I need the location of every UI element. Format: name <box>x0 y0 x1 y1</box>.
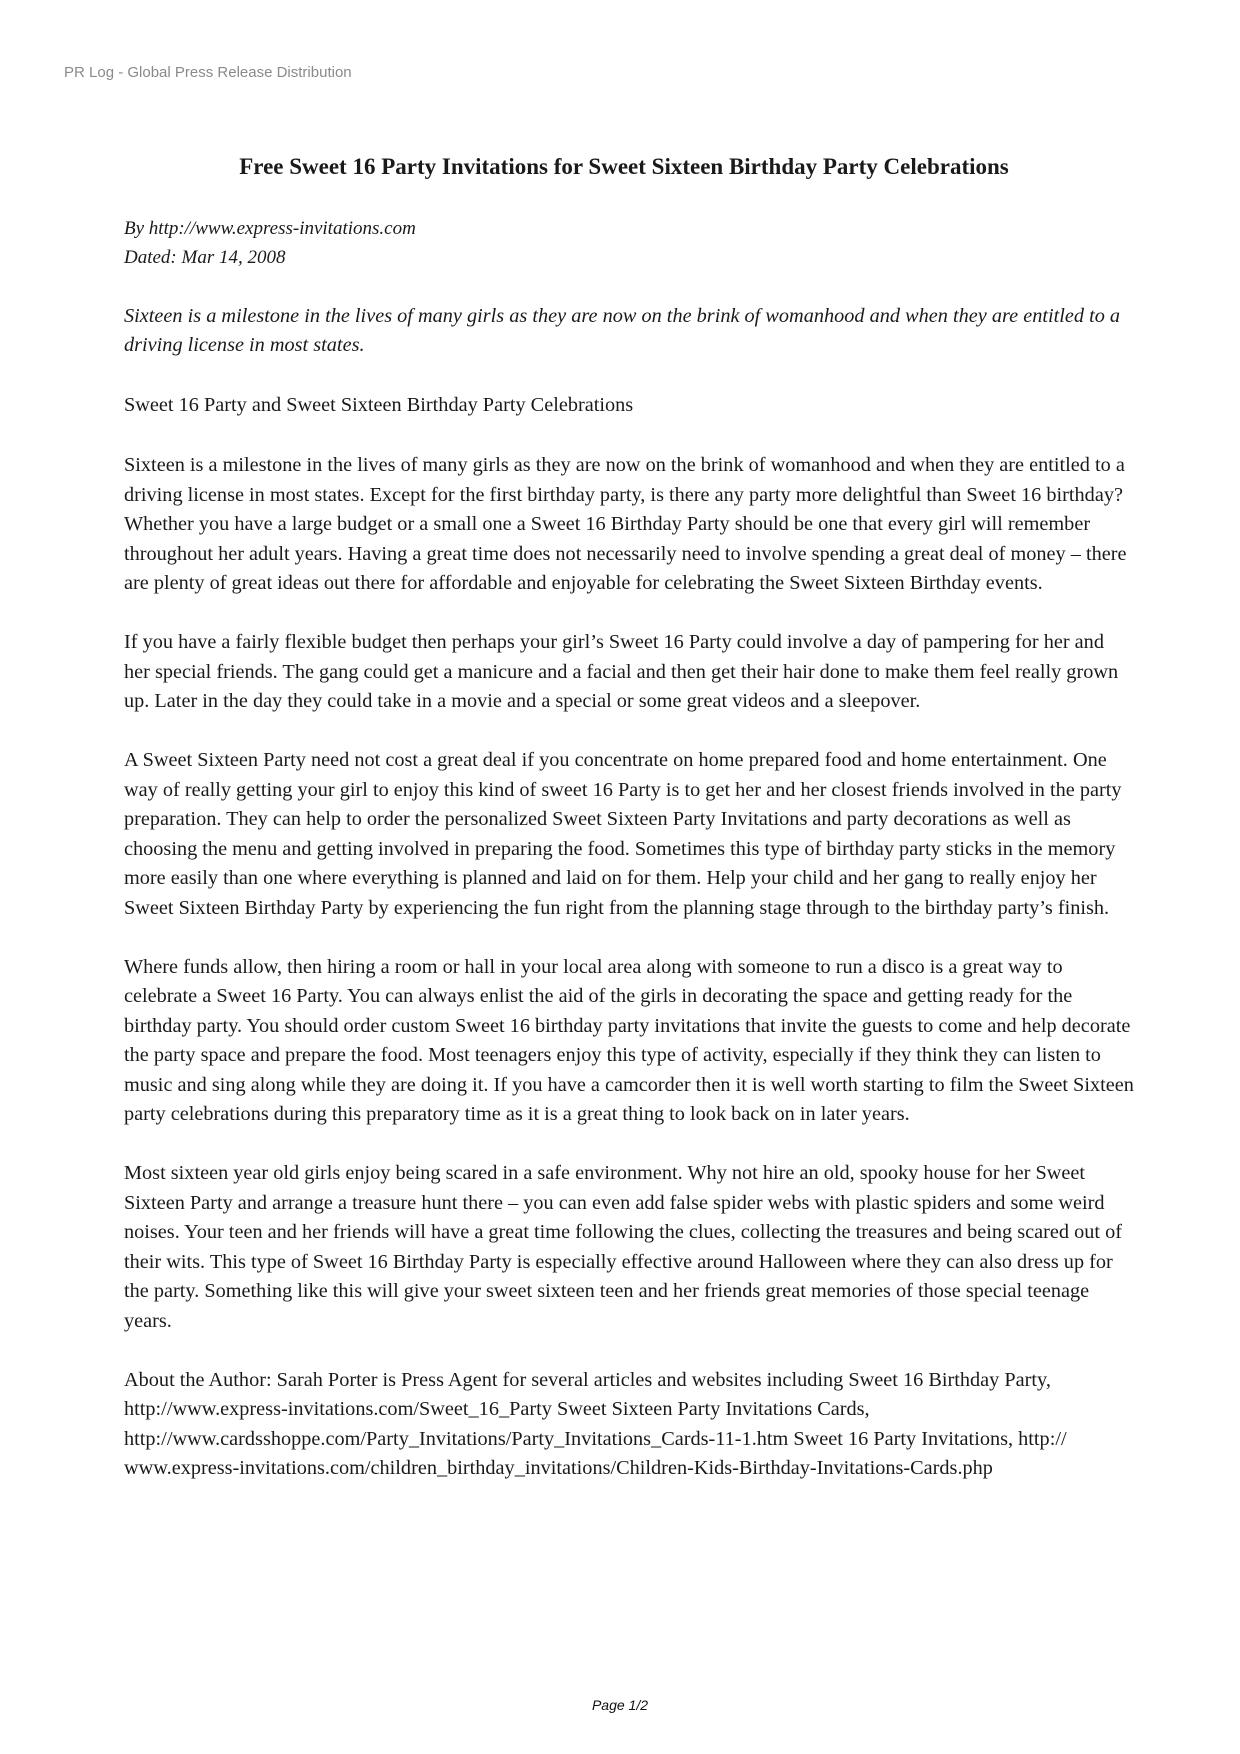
body-paragraph: A Sweet Sixteen Party need not cost a great deal if you concentrate on home prepared food and home entertainment. One way of really getting your girl to enjoy this kind of sweet 16 Party is to get her and her closest friends involved in the party preparation. They can help to order the personalized Sweet Sixteen Party Invitations and party decorations as well as choosing the menu and getting involved in preparing the food. Sometimes this type of birthday party sticks in the memory more easily than one where everything is planned and laid on for them. Help your child and her gang to really enjoy her Sweet Sixteen Birthday Party by experiencing the fun right from the planning stage through to the birthday party’s finish. <box>124 749 1122 919</box>
article-subheading: Sweet 16 Party and Sweet Sixteen Birthday Party Celebrations <box>124 394 634 416</box>
body-paragraph: Most sixteen year old girls enjoy being scared in a safe environment. Why not hire an old, spooky house for her Sweet Sixteen Party and arrange a treasure hunt there – you can even add false spider webs with plastic spiders and some weird noises. Your teen and her friends will have a great time following the clues, collecting the treasures and being scared out of their wits. This type of Sweet 16 Birthday Party is especially effective around Halloween where they can also dress up for the party. Something like this will give your sweet sixteen teen and her friends great memories of those special teenage years. <box>124 1162 1122 1332</box>
page-number: Page 1/2 <box>591 1697 649 1713</box>
author-bio-paragraph: About the Author: Sarah Porter is Press Agent for several articles and websites including Sweet 16 Birthday Party, http://www.express-invitations.com/Sweet_16_Party Sweet Sixteen Party Invitations Cards, http://www.cardsshoppe.com/Party_Invitations/Party_Invitations_Cards-11-1.htm Sweet 16 Party Invitations, http:// www.express-invitations.com/children_birthday_invitations/Children-Kids-Birthday-Invitations-Cards.php <box>124 1368 1067 1479</box>
byline-date: Dated: Mar 14, 2008 <box>124 247 286 268</box>
press-release-source: PR Log - Global Press Release Distribution <box>64 64 352 81</box>
page-title: Free Sweet 16 Party Invitations for Sweet Sixteen Birthday Party Celebrations <box>239 154 1009 179</box>
body-paragraph: If you have a fairly flexible budget then perhaps your girl’s Sweet 16 Party could involve a day of pampering for her and her special friends. The gang could get a manicure and a facial and then get their hair done to make them feel really grown up. Later in the day they could take in a movie and a special or some great videos and a sleepover. <box>124 631 1119 712</box>
body-paragraph: Sixteen is a milestone in the lives of many girls as they are now on the brink of womanhood and when they are entitled to a driving license in most states. Except for the first birthday party, is there any party more delightful than Sweet 16 birthday? Whether you have a large budget or a small one a Sweet 16 Birthday Party should be one that every girl will remember throughout her adult years. Having a great time does not necessarily need to involve spending a great deal of money – there are plenty of great ideas out there for affordable and enjoyable for celebrating the Sweet Sixteen Birthday events. <box>124 454 1127 594</box>
body-paragraph: Where funds allow, then hiring a room or hall in your local area along with someone to run a disco is a great way to celebrate a Sweet 16 Party. You can always enlist the aid of the girls in decorating the space and getting ready for the birthday party. You should order custom Sweet 16 birthday party invitations that invite the guests to come and help decorate the party space and prepare the food. Most teenagers enjoy this type of activity, especially if they think they can listen to music and sing along while they are doing it. If you have a camcorder then it is well worth starting to film the Sweet Sixteen party celebrations during this preparatory time as it is a great thing to look back on in later years. <box>124 955 1134 1125</box>
byline-author: By http://www.express-invitations.com <box>124 218 416 239</box>
article-summary: Sixteen is a milestone in the lives of many girls as they are now on the brink of womanhood and when they are entitled to a driving license in most states. <box>124 305 1121 356</box>
article-body <box>124 451 1134 1513</box>
